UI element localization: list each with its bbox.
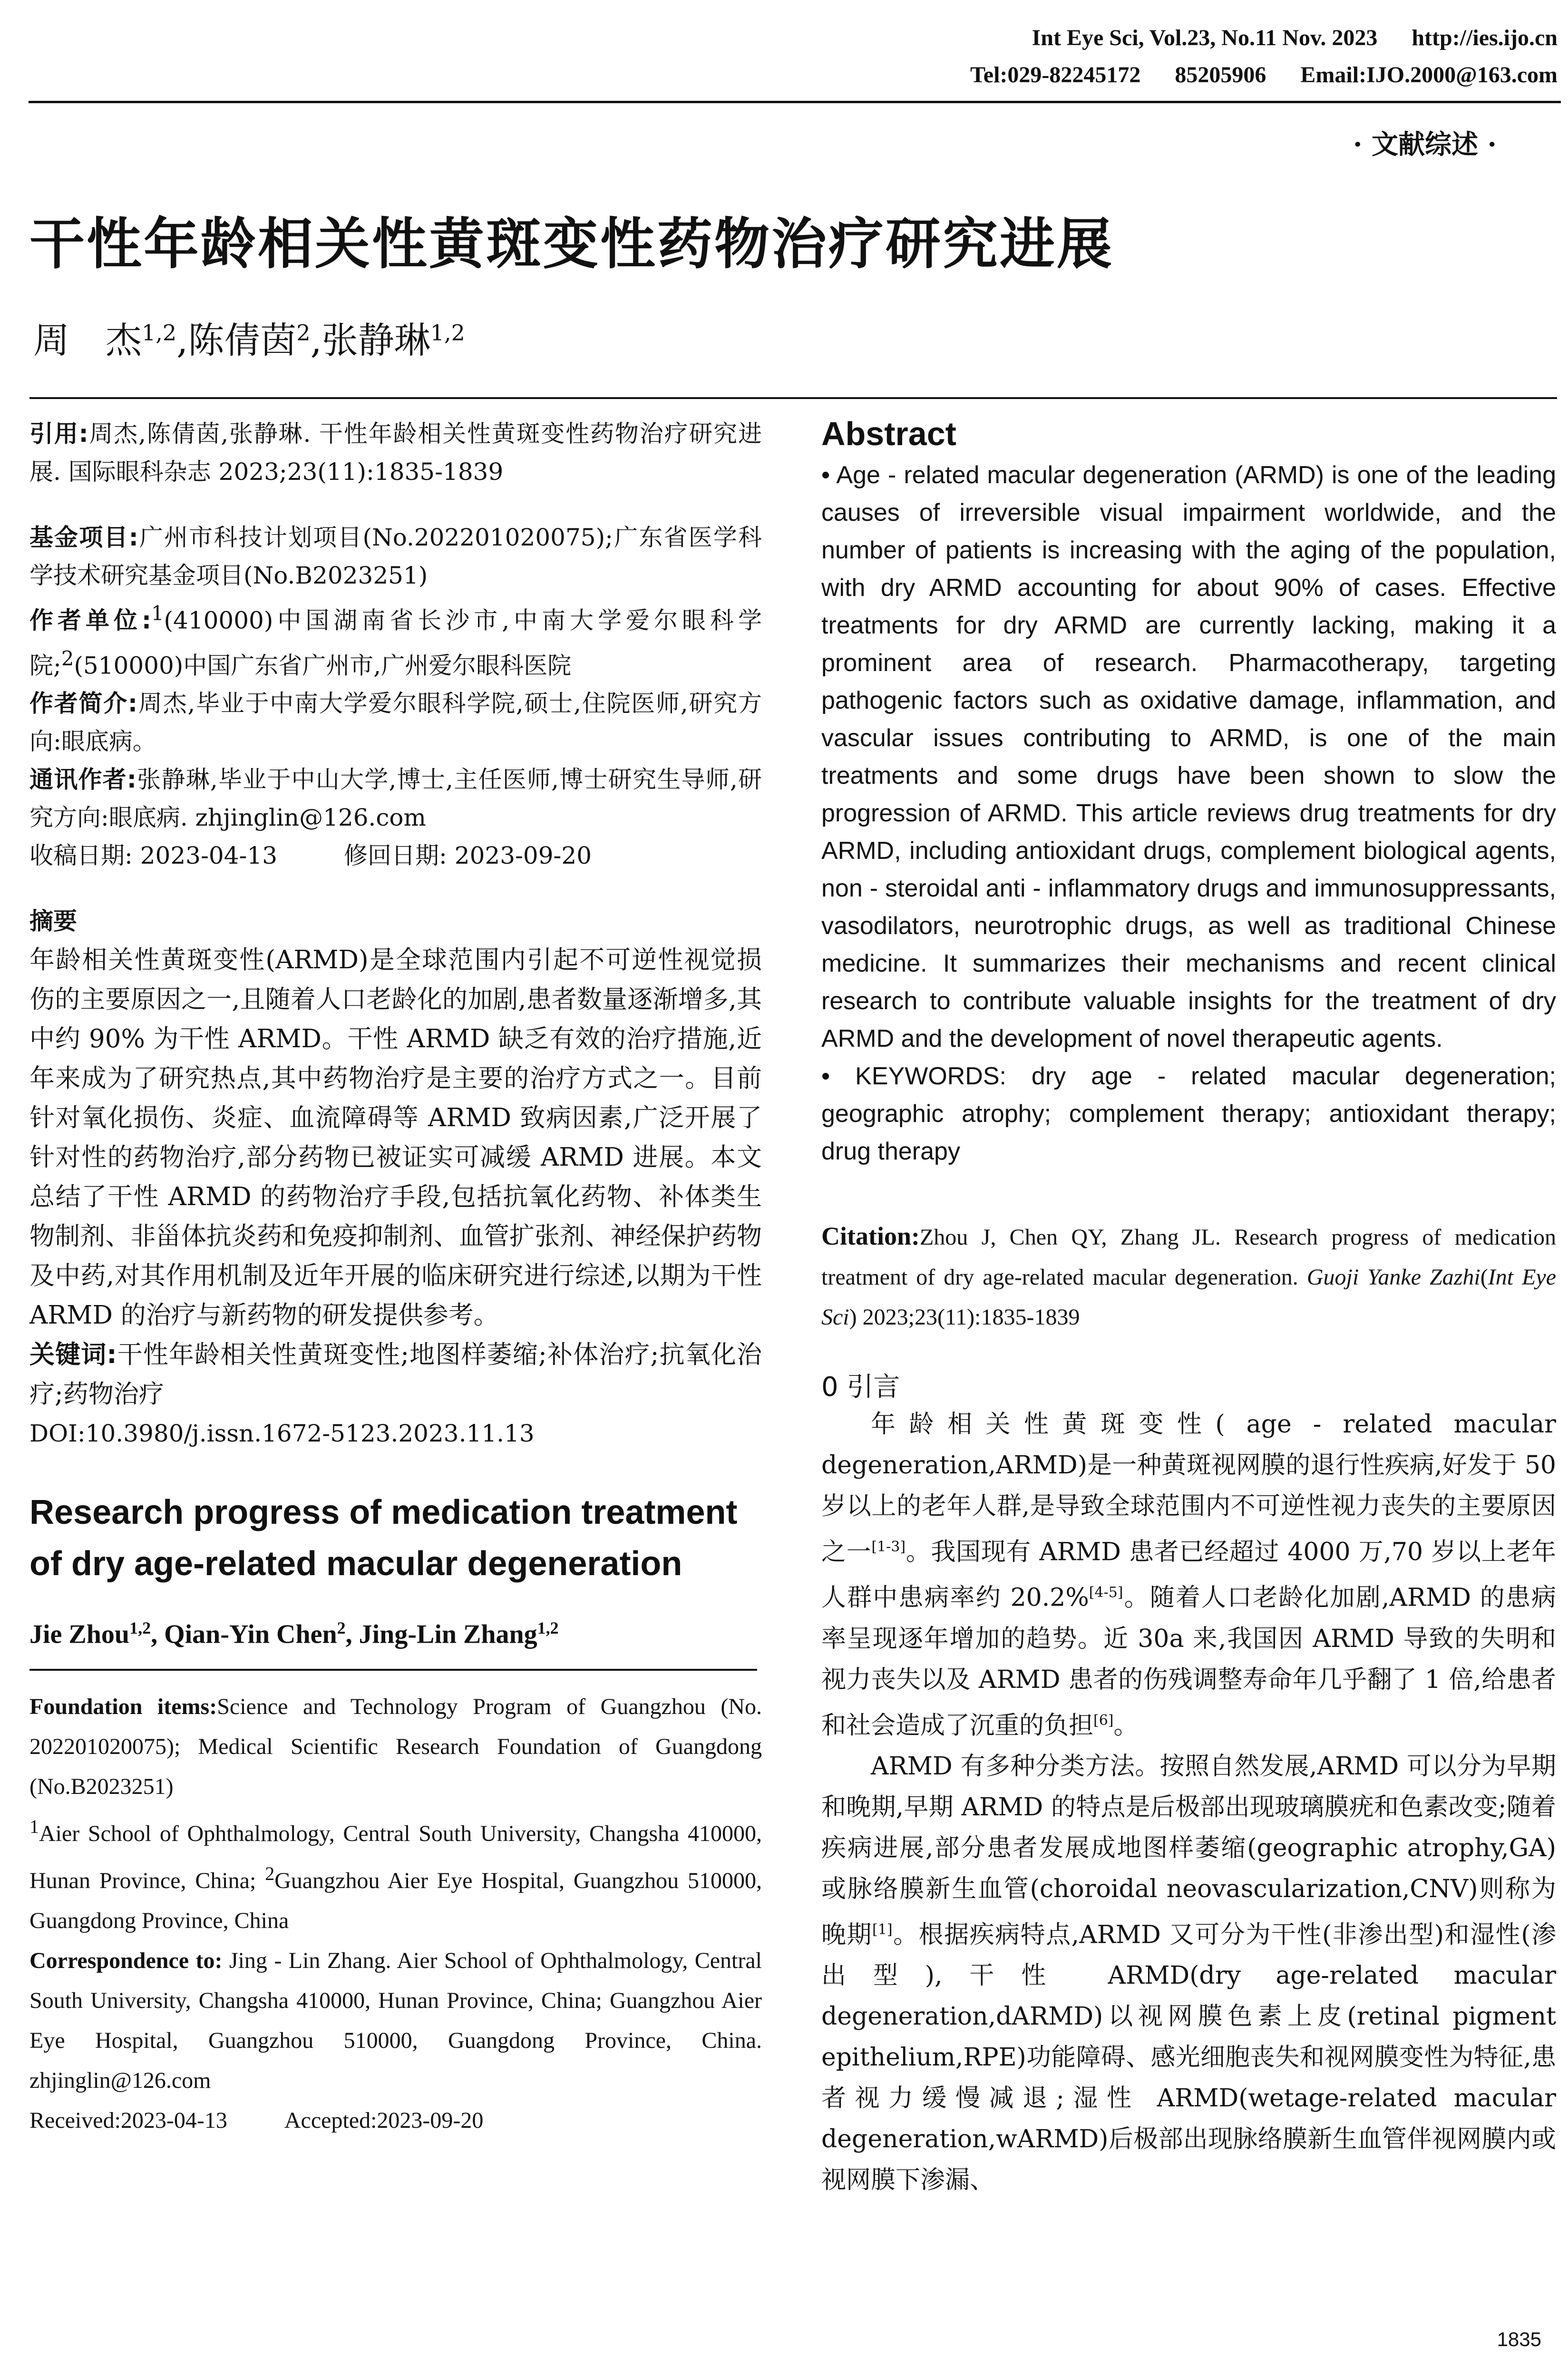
english-keywords: • KEYWORDS: dry age - related macular degeneration; geographic atrophy; complement therapy; antioxidant therapy; drug therapy bbox=[821, 1062, 1556, 1165]
header-rule bbox=[29, 101, 1561, 103]
citation-text: ) 2023;23(11):1835-1839 bbox=[849, 1305, 1080, 1330]
keywords-block bbox=[29, 1335, 762, 1414]
body-text: 年龄相关性黄斑变性( age - related macular degeneration,ARMD)是一种黄斑视网膜的退行性疾病,好发于 50 岁以上的老年人群,是导致全球范围内不可逆性视力丧失的主要原因之一 bbox=[821, 1410, 1556, 1567]
bio-block bbox=[29, 684, 762, 760]
english-rule bbox=[29, 1669, 757, 1671]
paper-title: 干性年龄相关性黄斑变性药物治疗研究进展 bbox=[29, 212, 1114, 276]
aff-sup: 2 bbox=[265, 1862, 275, 1884]
aff-text: Guangzhou Aier Eye Hospital, Guangzhou 510000, Guangdong Province, China bbox=[29, 1868, 762, 1933]
reference-mark: [4-5] bbox=[1089, 1584, 1123, 1601]
citation-journal: Guoji Yanke Zazhi bbox=[1306, 1265, 1480, 1290]
intro-heading: 0 引言 bbox=[821, 1372, 900, 1403]
author-name: 周 杰 bbox=[33, 319, 142, 361]
author-name: ,张静琳 bbox=[310, 319, 430, 361]
abstract-heading: Abstract bbox=[821, 415, 956, 452]
aff-sup: 1 bbox=[29, 1815, 39, 1837]
reference-mark: [1-3] bbox=[871, 1539, 906, 1555]
correspondence-block bbox=[29, 1941, 762, 2101]
citation-text: ( bbox=[1480, 1265, 1488, 1290]
author-affiliation: 1,2 bbox=[537, 1618, 559, 1638]
unit-sup: 1 bbox=[151, 602, 164, 625]
corr-text: 张静琳,毕业于中山大学,博士,主任医师,博士研究生导师,研究方向:眼底病. zhjinglin@126.com bbox=[29, 766, 762, 832]
english-abstract: • Age - related macular degeneration (ARMD) is one of the leading causes of irreversible visual impairment worldwide, and the number of patients is increasing with the aging of the population, with dry ARMD accounting for about 90% of cases. Effective treatments for dry ARMD are currently lacking, making it a prominent area of research. Pharmacotherapy, targeting pathogenic factors such as oxidative damage, inflammation, and vascular issues contributing to ARMD, is one of the main treatments and some drugs have been shown to slow the progression of ARMD. This article reviews drug treatments for dry ARMD, including antioxidant drugs, complement biological agents, non - steroidal anti - inflammatory drugs and immunosuppressants, vasodilators, neurotrophic drugs, as well as traditional Chinese medicine. It summarizes their mechanisms and recent clinical research to contribute valuable insights for the treatment of dry ARMD and the development of novel therapeutic agents. bbox=[821, 461, 1556, 1052]
author-name: ,陈倩茵 bbox=[176, 319, 297, 361]
corr-label: 通讯作者: bbox=[29, 766, 136, 794]
unit-label: 作者单位: bbox=[29, 606, 151, 634]
unit-block bbox=[29, 594, 762, 684]
foundation-text: Science and Technology Program of Guangzhou (No. 202201020075); Medical Scientific Research Foundation of Guangdong (No.B2023251) bbox=[29, 1694, 762, 1799]
citation-label: 引用: bbox=[29, 420, 88, 448]
revised-date: 修回日期: 2023-09-20 bbox=[344, 842, 592, 870]
citation-block bbox=[29, 415, 762, 491]
foundation-label: Foundation items: bbox=[29, 1694, 217, 1719]
author-affiliation: 1,2 bbox=[129, 1618, 151, 1638]
dates-block bbox=[29, 837, 762, 875]
fund-text: 广州市科技计划项目(No.202201020075);广东省医学科学技术研究基金项目(No.B2023251) bbox=[29, 524, 762, 589]
section-label: · 文献综述 · bbox=[1353, 129, 1497, 160]
author-affiliation: 1,2 bbox=[430, 320, 465, 346]
abstract-label: 摘要 bbox=[29, 907, 77, 935]
body-paragraph bbox=[821, 1746, 1556, 2201]
right-column bbox=[821, 415, 1556, 2201]
author-name: , Qian-Yin Chen bbox=[151, 1619, 337, 1649]
author-affiliation: 2 bbox=[337, 1618, 346, 1638]
received-date: 收稿日期: 2023-04-13 bbox=[29, 842, 278, 870]
bio-label: 作者简介: bbox=[29, 690, 138, 718]
author-list bbox=[33, 312, 465, 363]
author-affiliation: 1,2 bbox=[142, 320, 177, 346]
fund-block bbox=[29, 518, 762, 594]
citation-abbr: Int Eye Sci bbox=[821, 1265, 1556, 1330]
title-rule bbox=[29, 397, 1557, 399]
body-text: 。根据疾病特点,ARMD 又可分为干性(非渗出型)和湿性(渗出型),干性 ARMD(dry age-related macular degeneration,dARMD)以视网膜色素上皮(retinal pigment epithelium,RPE)功能障碍、感光细胞丧失和视网膜变性为特征,患者视力缓慢减退;湿性 ARMD(wetage-related macular degeneration,wARMD)后极部出现脉络膜新生血管伴视网膜内或视网膜下渗漏、 bbox=[821, 1920, 1556, 2195]
keywords-label: 关键词: bbox=[29, 1340, 117, 1370]
unit-text: (410000)中国湖南省长沙市,中南大学爱尔眼科学院; bbox=[29, 606, 762, 680]
abstract-text: 年龄相关性黄斑变性(ARMD)是全球范围内引起不可逆性视觉损伤的主要原因之一,且随着人口老龄化的加剧,患者数量逐渐增多,其中约 90% 为干性 ARMD。干性 ARMD 缺乏有效的治疗措施,近年来成为了研究热点,其中药物治疗是主要的治疗方式之一。目前针对氧化损伤、炎症、血流障碍等 ARMD 致病因素,广泛开展了针对性的药物治疗,部分药物已被证实可减缓 ARMD 进展。本文总结了干性 ARMD 的药物治疗手段,包括抗氧化药物、补体类生物制剂、非甾体抗炎药和免疫抑制剂、血管扩张剂、神经保护药物及中药,对其作用机制及近年开展的临床研究进行综述,以期为干性 ARMD 的治疗与新药物的研发提供参考。 bbox=[29, 945, 762, 1330]
corr-block bbox=[29, 760, 762, 837]
correspondence-text: Jing - Lin Zhang. Aier School of Ophthalmology, Central South University, Changsha 410000, Hunan Province, China; Guangzhou Aier Eye Hospital, Guangzhou 510000, Guangdong Province, China. zhjinglin@126.com bbox=[29, 1948, 762, 2093]
body-text: 。 bbox=[1113, 1711, 1139, 1740]
unit-text: (510000)中国广东省广州市,广州爱尔眼科医院 bbox=[74, 652, 572, 680]
journal-contact-line: Tel:029-82245172 85205906 Email:IJO.2000@163.com bbox=[970, 62, 1558, 88]
en-received-date: Received:2023-04-13 bbox=[29, 2107, 227, 2133]
citation-text: 周杰,陈倩茵,张静琳. 干性年龄相关性黄斑变性药物治疗研究进展. 国际眼科杂志 2023;23(11):1835-1839 bbox=[29, 420, 762, 486]
bio-text: 周杰,毕业于中南大学爱尔眼科学院,硕士,住院医师,研究方向:眼底病。 bbox=[29, 690, 762, 756]
body-text: 。我国现有 ARMD 患者已经超过 4000 万,70 岁以上老年人群中患病率约 20.2% bbox=[821, 1538, 1556, 1612]
affiliations-block bbox=[29, 1807, 762, 1941]
en-accepted-date: Accepted:2023-09-20 bbox=[284, 2107, 484, 2133]
author-name: Jie Zhou bbox=[29, 1619, 130, 1649]
page-number: 1835 bbox=[1497, 2328, 1541, 2350]
english-title: Research progress of medication treatment of dry age-related macular degeneration bbox=[29, 1493, 738, 1583]
reference-mark: [1] bbox=[872, 1921, 893, 1938]
citation-label: Citation: bbox=[821, 1222, 920, 1250]
author-name: , Jing-Lin Zhang bbox=[345, 1619, 537, 1649]
reference-mark: [6] bbox=[1093, 1712, 1114, 1729]
correspondence-label: Correspondence to: bbox=[29, 1948, 223, 1973]
english-authors bbox=[29, 1618, 762, 1650]
en-dates-block bbox=[29, 2101, 762, 2141]
unit-sup: 2 bbox=[61, 646, 74, 670]
doi: DOI:10.3980/j.issn.1672-5123.2023.11.13 bbox=[29, 1420, 535, 1448]
author-affiliation: 2 bbox=[296, 320, 311, 346]
citation-text: Zhou J, Chen QY, Zhang JL. Research progress of medication treatment of dry age-related macular degeneration. bbox=[821, 1225, 1556, 1290]
body-paragraph bbox=[821, 1404, 1556, 1746]
journal-header-line: Int Eye Sci, Vol.23, No.11 Nov. 2023 http://ies.ijo.cn bbox=[1032, 25, 1558, 50]
keywords-text: 干性年龄相关性黄斑变性;地图样萎缩;补体治疗;抗氧化治疗;药物治疗 bbox=[29, 1340, 762, 1409]
foundation-block bbox=[29, 1687, 762, 1807]
left-column bbox=[29, 415, 762, 2141]
fund-label: 基金项目: bbox=[29, 524, 138, 551]
body-text: 。随着人口老龄化加剧,ARMD 的患病率呈现逐年增加的趋势。近 30a 来,我国因 ARMD 导致的失明和视力丧失以及 ARMD 患者的伤残调整寿命年几乎翻了 1 倍,给患者和社会造成了沉重的负担 bbox=[821, 1583, 1556, 1740]
body-text: ARMD 有多种分类方法。按照自然发展,ARMD 可以分为早期和晚期,早期 ARMD 的特点是后极部出现玻璃膜疣和色素改变;随着疾病进展,部分患者发展成地图样萎缩(geographic atrophy,GA)或脉络膜新生血管(choroidal neovascularization,CNV)则称为晚期 bbox=[821, 1752, 1556, 1949]
english-citation bbox=[821, 1216, 1556, 1337]
aff-text: Aier School of Ophthalmology, Central South University, Changsha 410000, Hunan Province, China; bbox=[29, 1821, 762, 1893]
